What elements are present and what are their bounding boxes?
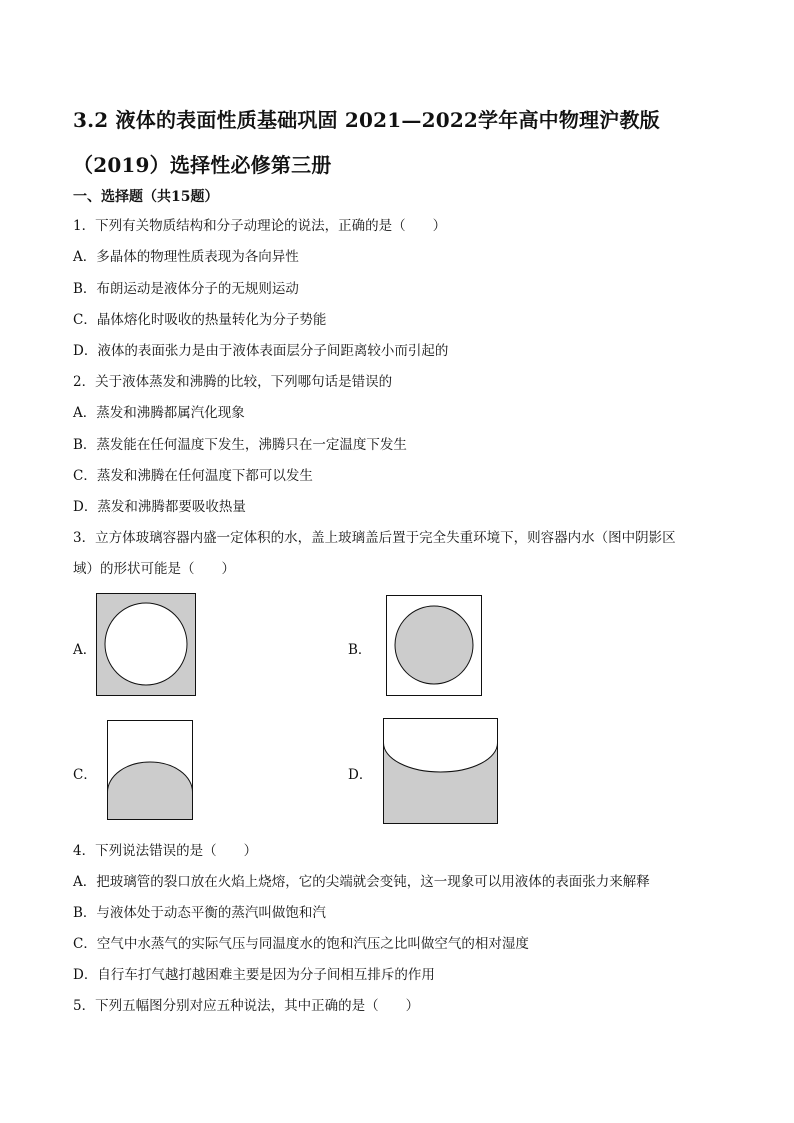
q3-figure-a — [96, 593, 196, 696]
q2-option-c: C．蒸发和沸腾在任何温度下都可以发生 — [73, 468, 313, 484]
doc-title-line1: 3.2 液体的表面性质基础巩固 2021—2022学年高中物理沪教版 — [73, 108, 660, 132]
q2-stem: 2．关于液体蒸发和沸腾的比较，下列哪句话是错误的 — [73, 374, 393, 390]
q4-option-d: D．自行车打气越打越困难主要是因为分子间相互排斥的作用 — [73, 967, 435, 983]
q3-label-d: D． — [348, 767, 373, 783]
q3-figure-b — [386, 595, 482, 696]
q2-option-d: D．蒸发和沸腾都要吸收热量 — [73, 499, 246, 515]
q2-option-b: B．蒸发能在任何温度下发生，沸腾只在一定温度下发生 — [73, 437, 407, 453]
section-heading: 一、选择题（共15题） — [73, 189, 219, 205]
q2-option-a: A．蒸发和沸腾都属汽化现象 — [73, 405, 245, 421]
q1-option-c: C．晶体熔化时吸收的热量转化为分子势能 — [73, 312, 327, 328]
q3-figure-c — [107, 720, 193, 820]
q1-option-d: D．液体的表面张力是由于液体表面层分子间距离较小而引起的 — [73, 343, 449, 359]
q3-stem-line1: 3．立方体玻璃容器内盛一定体积的水，盖上玻璃盖后置于完全失重环境下，则容器内水（图中阴影区 — [73, 530, 676, 546]
q1-stem: 1．下列有关物质结构和分子动理论的说法，正确的是（ ） — [73, 218, 447, 234]
q1-option-b: B．布朗运动是液体分子的无规则运动 — [73, 281, 299, 297]
q4-stem: 4．下列说法错误的是（ ） — [73, 843, 258, 859]
q3-label-b: B． — [348, 642, 372, 658]
q1-option-a: A．多晶体的物理性质表现为各向异性 — [73, 249, 299, 265]
q4-option-c: C．空气中水蒸气的实际气压与同温度水的饱和汽压之比叫做空气的相对湿度 — [73, 936, 529, 952]
q3-label-c: C． — [73, 767, 97, 783]
q3-stem-line2: 域）的形状可能是（ ） — [73, 561, 235, 577]
doc-title-line2: （2019）选择性必修第三册 — [73, 153, 332, 177]
q4-option-a: A．把玻璃管的裂口放在火焰上烧熔，它的尖端就会变钝，这一现象可以用液体的表面张力来解释 — [73, 874, 650, 890]
q4-option-b: B．与液体处于动态平衡的蒸汽叫做饱和汽 — [73, 905, 326, 921]
q3-figure-d — [383, 718, 498, 824]
q5-stem: 5．下列五幅图分别对应五种说法，其中正确的是（ ） — [73, 998, 420, 1014]
q3-label-a: A． — [73, 642, 97, 658]
